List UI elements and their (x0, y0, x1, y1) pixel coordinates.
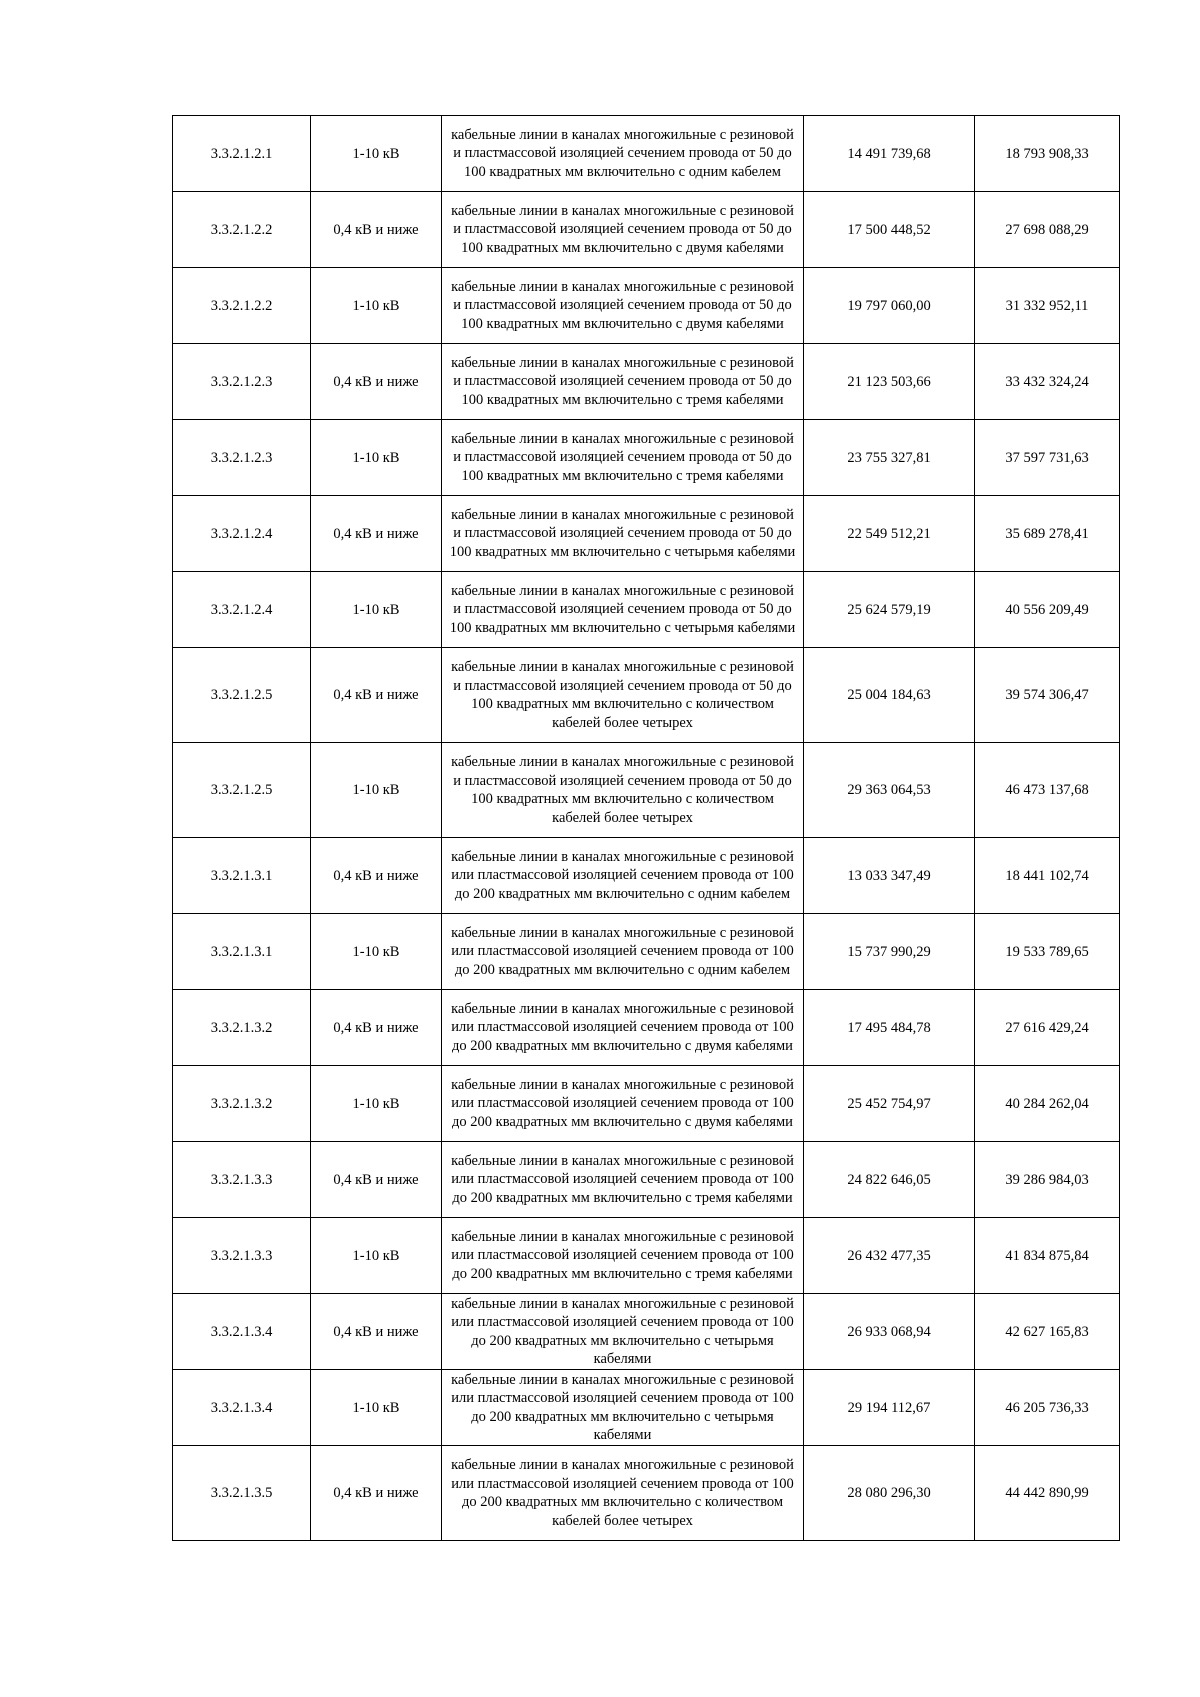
table-row (173, 572, 1120, 648)
row-value1-cell: 29 194 112,67 (804, 1370, 975, 1446)
table-row (173, 268, 1120, 344)
row-description-cell: кабельные линии в каналах многожильные с резиновой и пластмассовой изоляцией сечением провода от 50 до 100 квадратных мм включительно с одним кабелем (442, 116, 804, 192)
row-voltage-cell: 1-10 кВ (311, 268, 442, 344)
row-description-cell: кабельные линии в каналах многожильные с резиновой и пластмассовой изоляцией сечением провода от 50 до 100 квадратных мм включительно с тремя кабелями (442, 420, 804, 496)
row-code-cell: 3.3.2.1.3.5 (173, 1446, 311, 1541)
row-voltage-cell: 0,4 кВ и ниже (311, 192, 442, 268)
row-description-cell: кабельные линии в каналах многожильные с резиновой или пластмассовой изоляцией сечением провода от 100 до 200 квадратных мм включительно с двумя кабелями (442, 1066, 804, 1142)
row-value1-cell: 21 123 503,66 (804, 344, 975, 420)
row-value2-cell: 40 556 209,49 (975, 572, 1120, 648)
row-voltage-cell: 1-10 кВ (311, 914, 442, 990)
row-value2-cell: 27 698 088,29 (975, 192, 1120, 268)
row-value1-cell: 25 624 579,19 (804, 572, 975, 648)
table-row (173, 743, 1120, 838)
row-value2-cell: 31 332 952,11 (975, 268, 1120, 344)
row-value2-cell: 42 627 165,83 (975, 1294, 1120, 1370)
table-row (173, 914, 1120, 990)
row-description-cell: кабельные линии в каналах многожильные с резиновой или пластмассовой изоляцией сечением провода от 100 до 200 квадратных мм включительно с четырьмя кабелями (442, 1370, 804, 1446)
row-voltage-cell: 0,4 кВ и ниже (311, 496, 442, 572)
row-voltage-cell: 1-10 кВ (311, 572, 442, 648)
row-value2-cell: 40 284 262,04 (975, 1066, 1120, 1142)
row-value2-cell: 18 441 102,74 (975, 838, 1120, 914)
row-value1-cell: 24 822 646,05 (804, 1142, 975, 1218)
row-code-cell: 3.3.2.1.2.4 (173, 496, 311, 572)
row-code-cell: 3.3.2.1.2.5 (173, 648, 311, 743)
row-value1-cell: 26 933 068,94 (804, 1294, 975, 1370)
table-row (173, 344, 1120, 420)
table-row (173, 1370, 1120, 1446)
row-code-cell: 3.3.2.1.3.2 (173, 1066, 311, 1142)
row-value2-cell: 44 442 890,99 (975, 1446, 1120, 1541)
row-voltage-cell: 0,4 кВ и ниже (311, 1294, 442, 1370)
table-row (173, 192, 1120, 268)
row-value1-cell: 25 452 754,97 (804, 1066, 975, 1142)
rates-table (172, 115, 1120, 1541)
row-description-cell: кабельные линии в каналах многожильные с резиновой и пластмассовой изоляцией сечением провода от 50 до 100 квадратных мм включительно с количеством кабелей более четырех (442, 743, 804, 838)
row-description-cell: кабельные линии в каналах многожильные с резиновой и пластмассовой изоляцией сечением провода от 50 до 100 квадратных мм включительно с четырьмя кабелями (442, 496, 804, 572)
row-voltage-cell: 0,4 кВ и ниже (311, 344, 442, 420)
table-row (173, 1446, 1120, 1541)
row-description-cell: кабельные линии в каналах многожильные с резиновой и пластмассовой изоляцией сечением провода от 50 до 100 квадратных мм включительно с количеством кабелей более четырех (442, 648, 804, 743)
row-code-cell: 3.3.2.1.2.4 (173, 572, 311, 648)
row-description-cell: кабельные линии в каналах многожильные с резиновой или пластмассовой изоляцией сечением провода от 100 до 200 квадратных мм включительно с четырьмя кабелями (442, 1294, 804, 1370)
row-value1-cell: 29 363 064,53 (804, 743, 975, 838)
row-value2-cell: 33 432 324,24 (975, 344, 1120, 420)
row-voltage-cell: 0,4 кВ и ниже (311, 1446, 442, 1541)
table-row (173, 1218, 1120, 1294)
table-row (173, 496, 1120, 572)
table-row (173, 116, 1120, 192)
row-description-cell: кабельные линии в каналах многожильные с резиновой или пластмассовой изоляцией сечением провода от 100 до 200 квадратных мм включительно с одним кабелем (442, 914, 804, 990)
row-description-cell: кабельные линии в каналах многожильные с резиновой и пластмассовой изоляцией сечением провода от 50 до 100 квадратных мм включительно с тремя кабелями (442, 344, 804, 420)
row-voltage-cell: 1-10 кВ (311, 1066, 442, 1142)
row-voltage-cell: 1-10 кВ (311, 116, 442, 192)
row-value1-cell: 23 755 327,81 (804, 420, 975, 496)
row-value1-cell: 28 080 296,30 (804, 1446, 975, 1541)
row-description-cell: кабельные линии в каналах многожильные с резиновой или пластмассовой изоляцией сечением провода от 100 до 200 квадратных мм включительно с тремя кабелями (442, 1218, 804, 1294)
row-value2-cell: 27 616 429,24 (975, 990, 1120, 1066)
row-description-cell: кабельные линии в каналах многожильные с резиновой или пластмассовой изоляцией сечением провода от 100 до 200 квадратных мм включительно с тремя кабелями (442, 1142, 804, 1218)
row-value2-cell: 41 834 875,84 (975, 1218, 1120, 1294)
row-code-cell: 3.3.2.1.3.1 (173, 838, 311, 914)
table-row (173, 648, 1120, 743)
row-code-cell: 3.3.2.1.2.3 (173, 344, 311, 420)
row-value1-cell: 15 737 990,29 (804, 914, 975, 990)
row-value2-cell: 39 574 306,47 (975, 648, 1120, 743)
row-voltage-cell: 0,4 кВ и ниже (311, 838, 442, 914)
table-row (173, 838, 1120, 914)
table-row (173, 990, 1120, 1066)
row-description-cell: кабельные линии в каналах многожильные с резиновой или пластмассовой изоляцией сечением провода от 100 до 200 квадратных мм включительно с двумя кабелями (442, 990, 804, 1066)
row-voltage-cell: 0,4 кВ и ниже (311, 990, 442, 1066)
row-voltage-cell: 1-10 кВ (311, 1218, 442, 1294)
row-value1-cell: 13 033 347,49 (804, 838, 975, 914)
row-value2-cell: 19 533 789,65 (975, 914, 1120, 990)
rates-table-body (173, 116, 1120, 1541)
row-voltage-cell: 0,4 кВ и ниже (311, 1142, 442, 1218)
row-description-cell: кабельные линии в каналах многожильные с резиновой или пластмассовой изоляцией сечением провода от 100 до 200 квадратных мм включительно с одним кабелем (442, 838, 804, 914)
row-voltage-cell: 1-10 кВ (311, 1370, 442, 1446)
row-value2-cell: 37 597 731,63 (975, 420, 1120, 496)
row-value2-cell: 46 205 736,33 (975, 1370, 1120, 1446)
row-code-cell: 3.3.2.1.2.2 (173, 268, 311, 344)
row-code-cell: 3.3.2.1.3.4 (173, 1294, 311, 1370)
row-voltage-cell: 1-10 кВ (311, 743, 442, 838)
row-value1-cell: 19 797 060,00 (804, 268, 975, 344)
row-description-cell: кабельные линии в каналах многожильные с резиновой и пластмассовой изоляцией сечением провода от 50 до 100 квадратных мм включительно с двумя кабелями (442, 268, 804, 344)
row-code-cell: 3.3.2.1.2.3 (173, 420, 311, 496)
row-voltage-cell: 0,4 кВ и ниже (311, 648, 442, 743)
row-value2-cell: 39 286 984,03 (975, 1142, 1120, 1218)
row-value1-cell: 14 491 739,68 (804, 116, 975, 192)
row-value1-cell: 17 495 484,78 (804, 990, 975, 1066)
row-code-cell: 3.3.2.1.2.5 (173, 743, 311, 838)
row-code-cell: 3.3.2.1.2.2 (173, 192, 311, 268)
row-value1-cell: 17 500 448,52 (804, 192, 975, 268)
row-voltage-cell: 1-10 кВ (311, 420, 442, 496)
row-code-cell: 3.3.2.1.3.3 (173, 1218, 311, 1294)
row-description-cell: кабельные линии в каналах многожильные с резиновой или пластмассовой изоляцией сечением провода от 100 до 200 квадратных мм включительно с количеством кабелей более четырех (442, 1446, 804, 1541)
row-code-cell: 3.3.2.1.3.3 (173, 1142, 311, 1218)
row-description-cell: кабельные линии в каналах многожильные с резиновой и пластмассовой изоляцией сечением провода от 50 до 100 квадратных мм включительно с двумя кабелями (442, 192, 804, 268)
row-value1-cell: 22 549 512,21 (804, 496, 975, 572)
row-value1-cell: 25 004 184,63 (804, 648, 975, 743)
table-row (173, 1294, 1120, 1370)
row-value2-cell: 35 689 278,41 (975, 496, 1120, 572)
table-row (173, 1142, 1120, 1218)
row-code-cell: 3.3.2.1.2.1 (173, 116, 311, 192)
row-code-cell: 3.3.2.1.3.1 (173, 914, 311, 990)
row-code-cell: 3.3.2.1.3.2 (173, 990, 311, 1066)
row-value2-cell: 18 793 908,33 (975, 116, 1120, 192)
row-value1-cell: 26 432 477,35 (804, 1218, 975, 1294)
row-value2-cell: 46 473 137,68 (975, 743, 1120, 838)
table-row (173, 1066, 1120, 1142)
table-row (173, 420, 1120, 496)
row-code-cell: 3.3.2.1.3.4 (173, 1370, 311, 1446)
row-description-cell: кабельные линии в каналах многожильные с резиновой и пластмассовой изоляцией сечением провода от 50 до 100 квадратных мм включительно с четырьмя кабелями (442, 572, 804, 648)
